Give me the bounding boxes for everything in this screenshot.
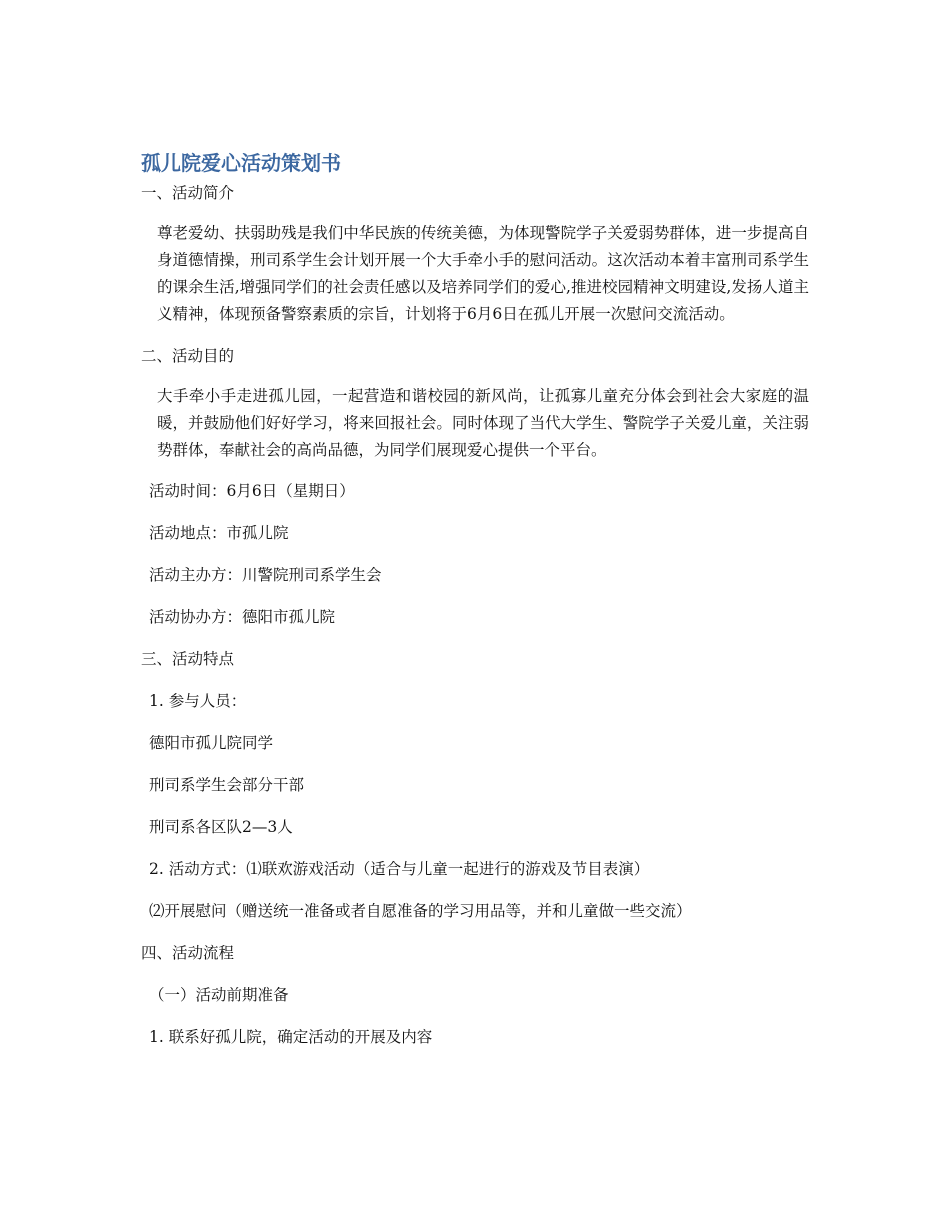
section-heading-process: 四、活动流程 bbox=[141, 944, 235, 962]
item-method: 2. 活动方式：⑴联欢游戏活动（适合与儿童一起进行的游戏及节目表演） bbox=[149, 860, 650, 878]
intro-paragraph: 尊老爱幼、扶弱助残是我们中华民族的传统美德，为体现警院学子关爱弱势群体，进一步提高自身道德情操，刑司系学生会计划开展一个大手牵小手的慰问活动。这次活动本着丰富刑司系学生的课余生活,增强同学们的社会责任感以及培养同学们的爱心,推进校园精神文明建设,发扬人道主义精神，体现预备警察素质的宗旨，计划将于6月6日在孤儿开展一次慰问交流活动。 bbox=[157, 224, 809, 323]
participant-item: 刑司系学生会部分干部 bbox=[149, 776, 305, 794]
info-time: 活动时间：6月6日（星期日） bbox=[149, 482, 355, 500]
participant-item: 刑司系各区队2—3人 bbox=[149, 818, 293, 836]
info-cohost: 活动协办方：德阳市孤儿院 bbox=[149, 608, 336, 626]
info-host: 活动主办方：川警院刑司系学生会 bbox=[149, 566, 382, 584]
step-item: 1. 联系好孤儿院，确定活动的开展及内容 bbox=[149, 1028, 433, 1046]
purpose-paragraph: 大手牵小手走进孤儿园，一起营造和谐校园的新风尚，让孤寡儿童充分体会到社会大家庭的温暖，并鼓励他们好好学习，将来回报社会。同时体现了当代大学生、警院学子关爱儿童，关注弱势群体，奉献社会的高尚品德，为同学们展现爱心提供一个平台。 bbox=[157, 387, 809, 459]
section-heading-features: 三、活动特点 bbox=[141, 650, 235, 668]
document-title: 孤儿院爱心活动策划书 bbox=[141, 151, 341, 175]
item-participants-label: 1. 参与人员： bbox=[149, 692, 247, 710]
item-method-sub: ⑵开展慰问（赠送统一准备或者自愿准备的学习用品等，并和儿童做一些交流） bbox=[149, 902, 692, 920]
info-place: 活动地点：市孤儿院 bbox=[149, 524, 289, 542]
subsection-preparation: （一）活动前期准备 bbox=[149, 986, 289, 1004]
section-heading-purpose: 二、活动目的 bbox=[141, 347, 235, 365]
participant-item: 德阳市孤儿院同学 bbox=[149, 734, 274, 752]
section-heading-intro: 一、活动简介 bbox=[141, 184, 235, 202]
document-page bbox=[141, 148, 809, 1068]
